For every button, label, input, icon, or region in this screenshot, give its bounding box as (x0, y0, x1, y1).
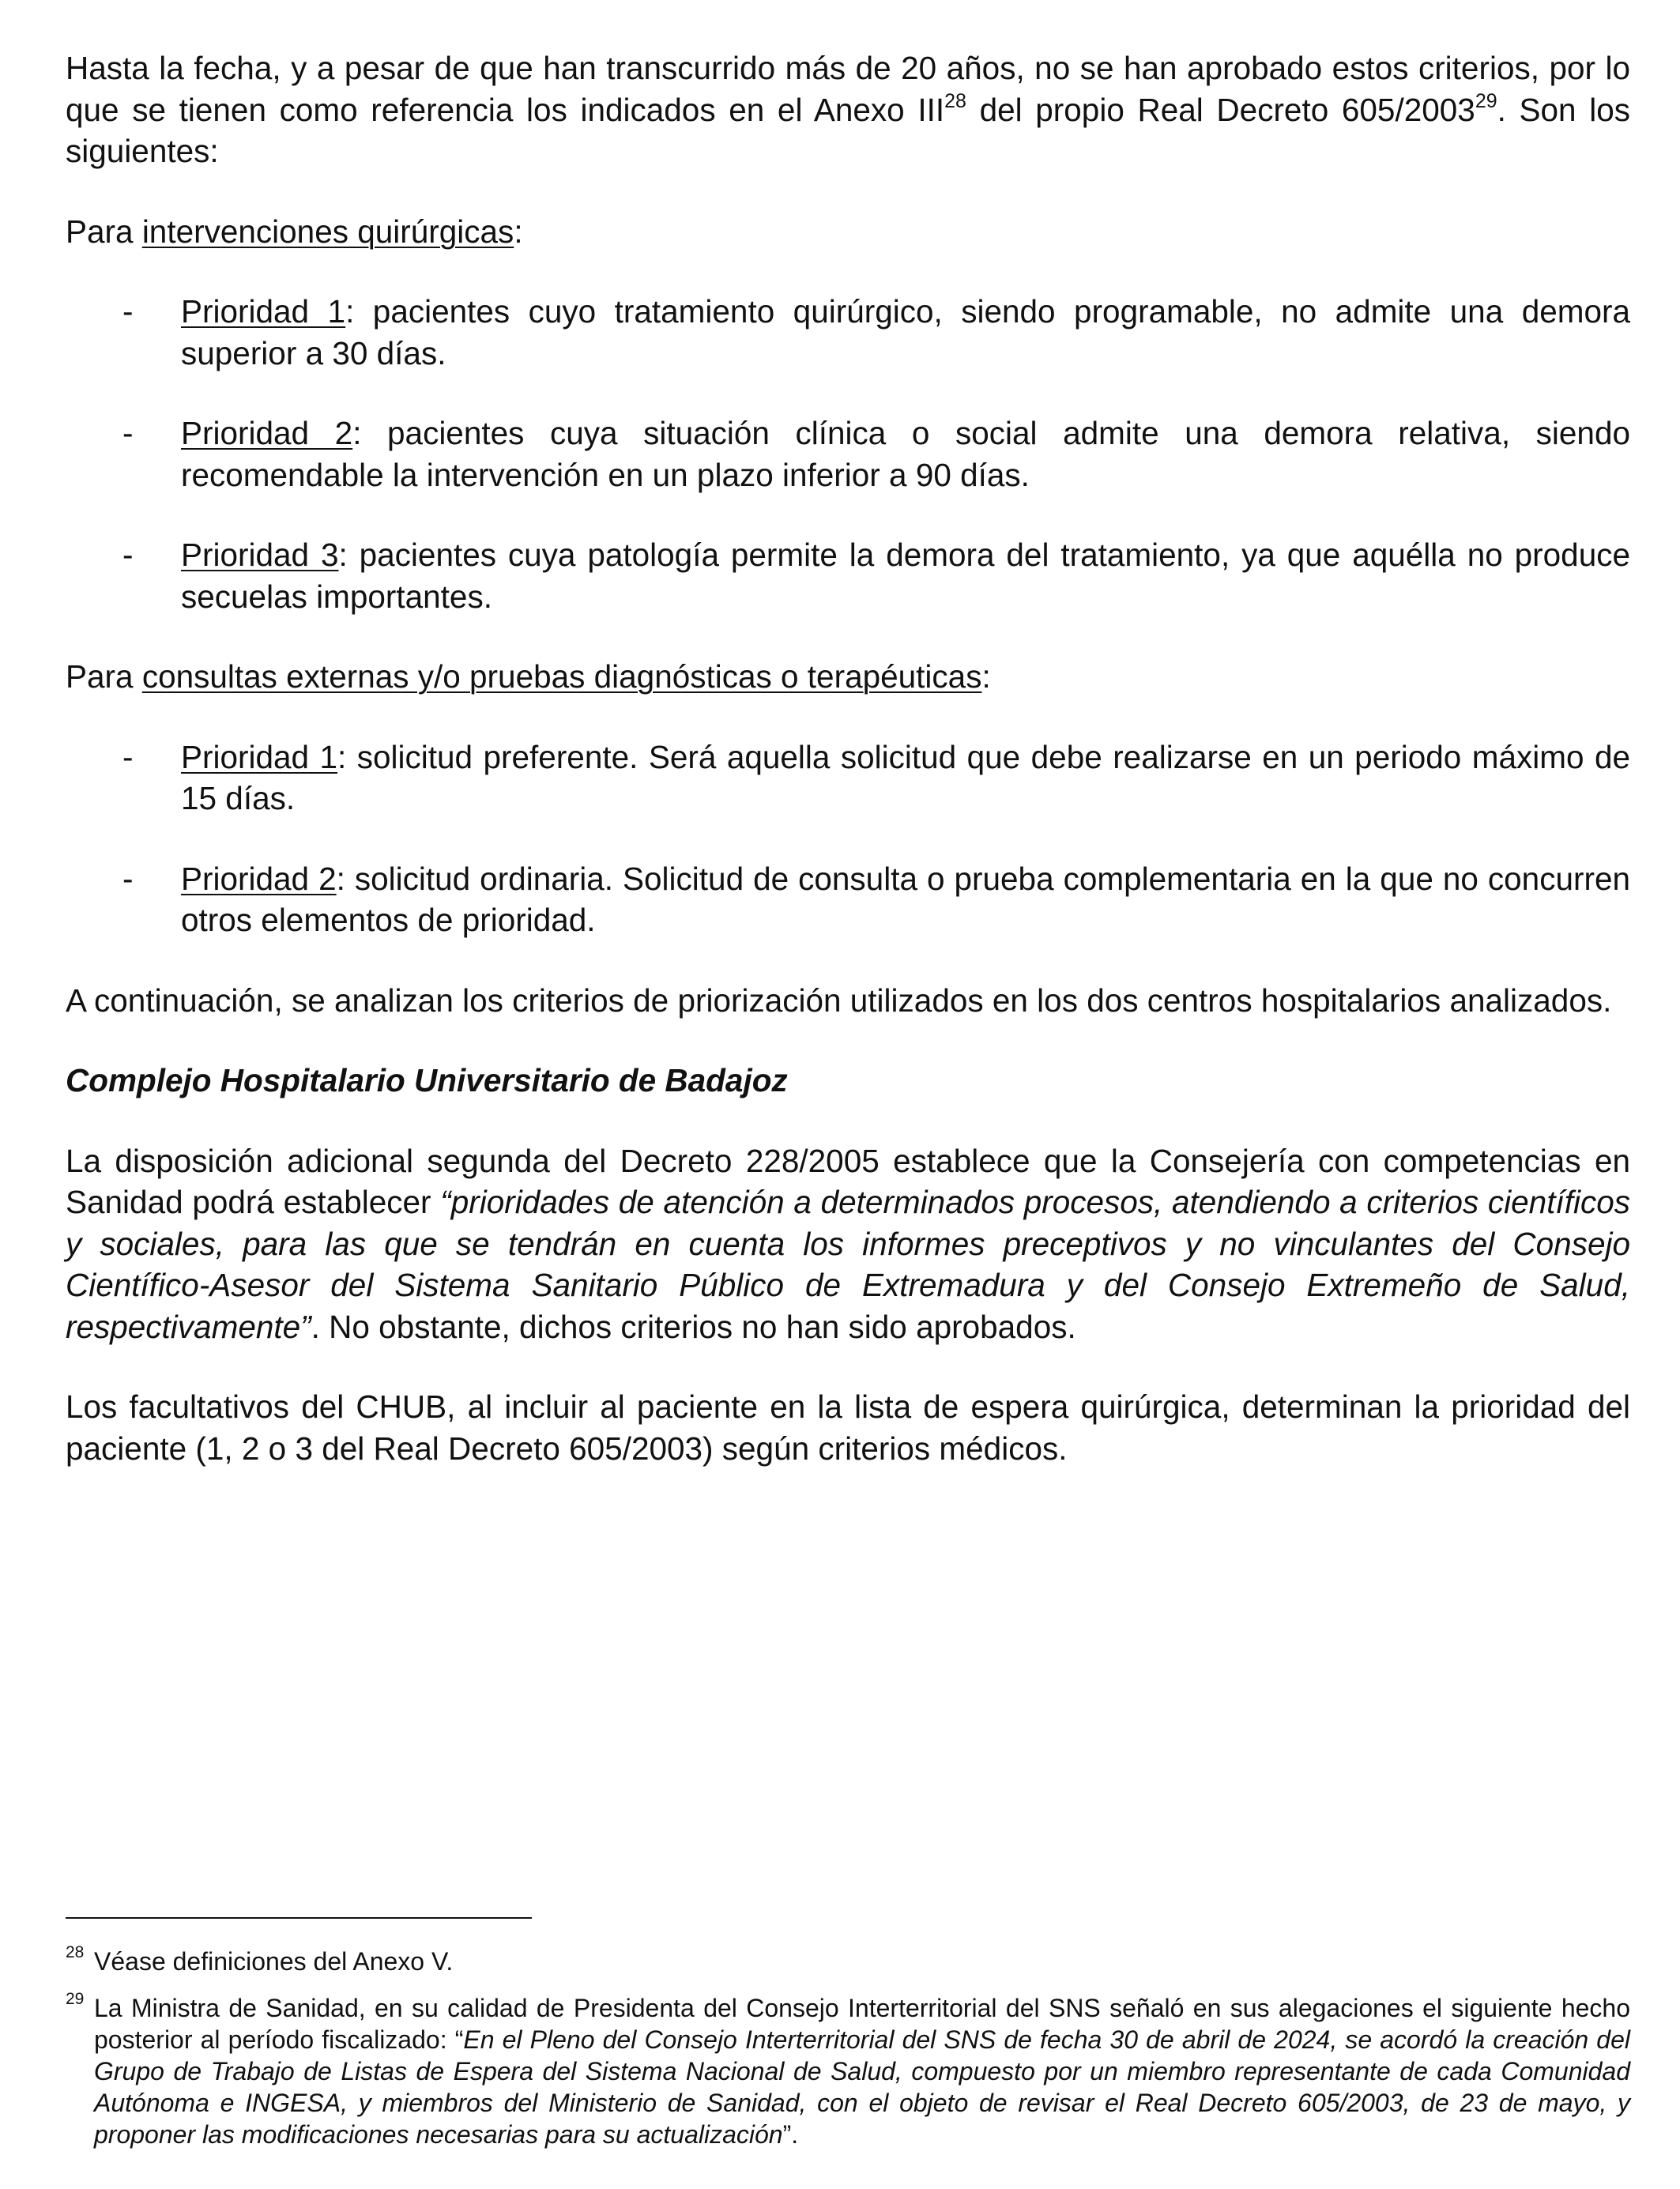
consults-heading-underlined: consultas externas y/o pruebas diagnósticas o terapéuticas (141, 658, 982, 695)
footnote-mark: 29 (66, 1990, 85, 2008)
footnote-29: 29 La Ministra de Sanidad, en su calidad de Presidenta del Consejo Interterritorial del SNS señaló en sus alegaciones el siguiente hecho posterior al período fiscalizado: “En el Pleno del Consejo Interterritorial del SNS de fecha 30 de abril de 2024, se acordó la creación del Grupo de Trabajo de Listas de Espera del Sistema Nacional de Salud, compuesto por un miembro representante de cada Comunidad Autónoma e INGESA, y miembros del Ministerio de Sanidad, con el objeto de revisar el Real Decreto 605/2003, de 23 de mayo, y proponer las modificaciones necesarias para su actualización”. (66, 1992, 1630, 2150)
dash-bullet: - (122, 860, 134, 897)
dash-bullet: - (122, 537, 134, 573)
priority-label: Prioridad 2 (181, 415, 353, 451)
footnote-28: 28 Véase definiciones del Anexo V. (66, 1946, 1630, 1977)
section-heading: Complejo Hospitalario Universitario de Badajoz (66, 1062, 788, 1098)
list-item: - Prioridad 1: solicitud preferente. Será aquella solicitud que debe realizarse en un periodo máximo de 15 días. (66, 737, 1630, 819)
footnote-separator (66, 1917, 532, 1919)
priority-label: Prioridad 2 (181, 860, 337, 897)
footnote-quote: En el Pleno del Consejo Interterritorial del SNS de fecha 30 de abril de 2024, se acordó la creación del Grupo de Trabajo de Listas de Espera del Sistema Nacional de Salud, compuesto por un miembro representante de cada Comunidad Autónoma e INGESA, y miembros del Ministerio de Sanidad, con el objeto de revisar el Real Decreto 605/2003, de 23 de mayo, y proponer las modificaciones necesarias para su actualización (94, 2025, 1631, 2149)
footnote-mark: 28 (66, 1943, 85, 1961)
dash-bullet: - (122, 415, 134, 451)
decree-paragraph: La disposición adicional segunda del Decreto 228/2005 establece que la Consejería con competencias en Sanidad podrá establecer “prioridades de atención a determinados procesos, atendiendo a criterios científicos y sociales, para las que se tendrán en cuenta los informes preceptivos y no vinculantes del Consejo Científico-Asesor del Sistema Sanitario Público de Extremadura y del Consejo Extremeño de Salud, respectivamente”. No obstante, dichos criterios no han sido aprobados. (66, 1142, 1630, 1345)
list-item: - Prioridad 2: pacientes cuya situación clínica o social admite una demora relativa, siendo recomendable la intervención en un plazo inferior a 90 días. (66, 413, 1630, 495)
consults-priority-list (66, 737, 1630, 941)
priority-label: Prioridad 1 (181, 293, 346, 330)
surgical-heading: Para intervenciones quirúrgicas: (66, 213, 523, 250)
list-item: - Prioridad 1: pacientes cuyo tratamiento quirúrgico, siendo programable, no admite una demora superior a 30 días. (66, 291, 1630, 374)
footnote-ref-29[interactable]: 29 (1475, 90, 1497, 112)
list-item: - Prioridad 3: pacientes cuya patología permite la demora del tratamiento, ya que aquélla no produce secuelas importantes. (66, 534, 1630, 617)
priority-label: Prioridad 3 (181, 537, 339, 573)
dash-bullet: - (122, 293, 134, 330)
footnotes (66, 1917, 1630, 2165)
priority-label: Prioridad 1 (181, 738, 338, 775)
footnote-ref-28[interactable]: 28 (944, 90, 966, 112)
surgical-heading-underlined: intervenciones quirúrgicas (141, 213, 514, 250)
decree-quote: “prioridades de atención a determinados procesos, atendiendo a criterios científicos y sociales, para las que se tendrán en cuenta los informes preceptivos y no vinculantes del Consejo Científico-Asesor del Sistema Sanitario Público de Extremadura y del Consejo Extremeño de Salud, respectivamente” (66, 1184, 1630, 1345)
continuation-paragraph: A continuación, se analizan los criterios de priorización utilizados en los dos centros hospitalarios analizados. (66, 981, 1612, 1019)
consults-heading: Para consultas externas y/o pruebas diagnósticas o terapéuticas: (66, 658, 991, 695)
intro-paragraph: Hasta la fecha, y a pesar de que han transcurrido más de 20 años, no se han aprobado estos criterios, por lo que se tienen como referencia los indicados en el Anexo III$^{28}$ del propio Real Decreto 605/2003$^{29}$. Son los siguientes: (66, 50, 1631, 169)
dash-bullet: - (122, 738, 134, 775)
surgical-priority-list (66, 291, 1630, 617)
chub-paragraph: Los facultativos del CHUB, al incluir al paciente en la lista de espera quirúrgica, determinan la prioridad del paciente (1, 2 o 3 del Real Decreto 605/2003) según criterios médicos. (66, 1388, 1630, 1467)
list-item: - Prioridad 2: solicitud ordinaria. Solicitud de consulta o prueba complementaria en la que no concurren otros elementos de prioridad. (66, 858, 1630, 941)
